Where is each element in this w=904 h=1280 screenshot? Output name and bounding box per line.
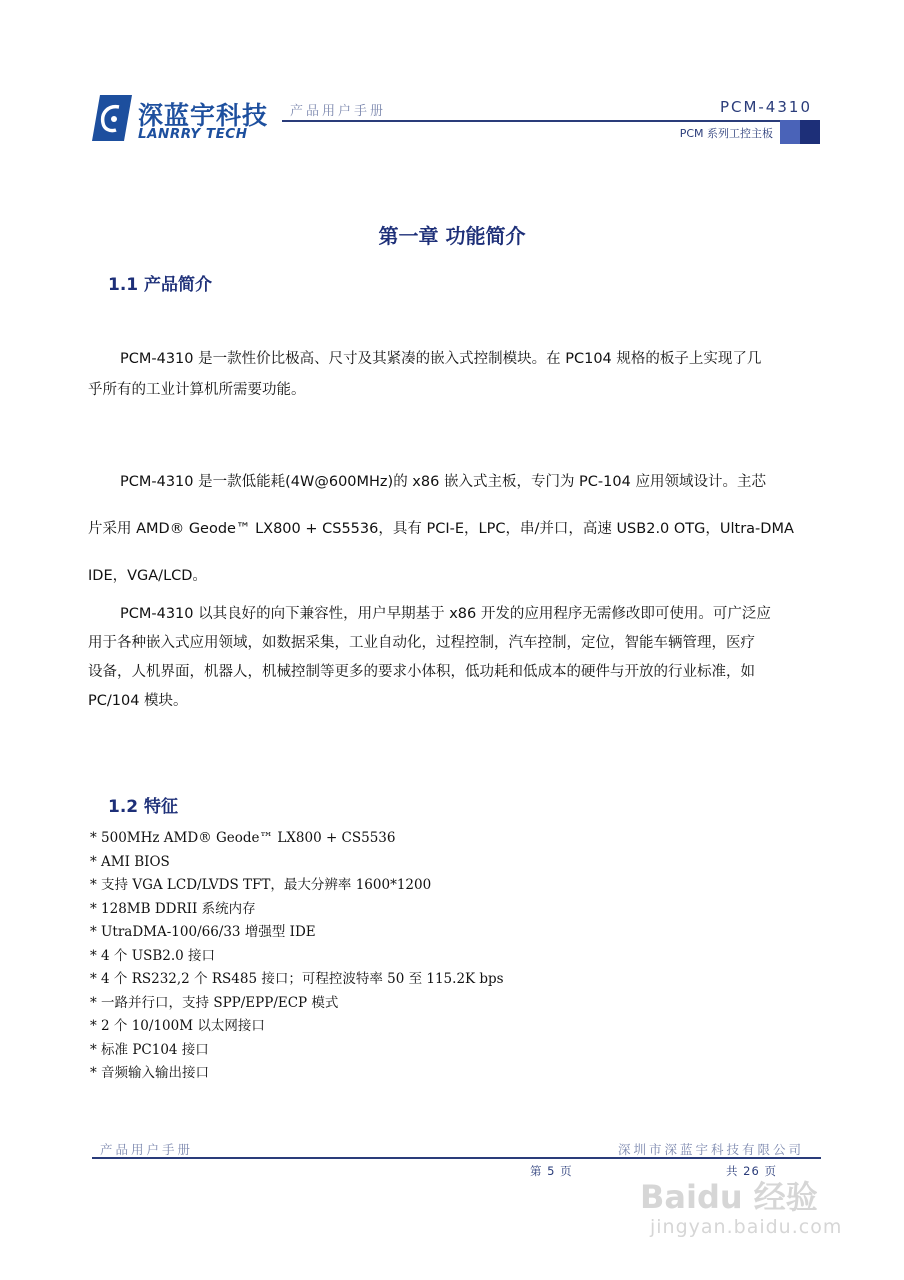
feature-item: * 一路并行口，支持 SPP/EPP/ECP 模式 — [90, 994, 339, 1011]
footer-page-number: 第 5 页 — [530, 1164, 573, 1178]
feature-item: * AMI BIOS — [90, 853, 170, 870]
lanrry-logo-icon — [92, 95, 132, 141]
feature-item: * 标准 PC104 接口 — [90, 1041, 209, 1058]
paragraph-line: 设备，人机界面，机器人，机械控制等更多的要求小体积，低功耗和低成本的硬件与开放的行业标准，如 — [88, 664, 755, 680]
feature-item: * 2 个 10/100M 以太网接口 — [90, 1018, 265, 1034]
logo-company-name: 深蓝宇科技 — [138, 101, 269, 130]
paragraph-intro-2 — [88, 459, 828, 600]
paragraph-line: 片采用 AMD® Geode™ LX800 + CS5536，具有 PCI-E，LPC，串/并口，高速 USB2.0 OTG，Ultra-DMA — [88, 521, 794, 537]
header-model-number: PCM-4310 — [719, 98, 812, 116]
header-accent-block-light — [780, 120, 800, 144]
feature-item: * 4 个 RS232,2 个 RS485 接口；可程控波特率 50 至 115.2K bps — [90, 971, 504, 987]
footer-total-pages: 共 26 页 — [726, 1164, 777, 1178]
feature-item: * 128MB DDRII 系统内存 — [90, 900, 256, 917]
paragraph-line: 乎所有的工业计算机所需要功能。 — [88, 382, 306, 398]
header-divider — [282, 120, 780, 122]
paragraph-intro-1 — [88, 344, 828, 406]
feature-item: * 音频输入输出接口 — [90, 1065, 210, 1081]
footer-divider — [92, 1157, 821, 1159]
section-heading-product-intro: 1.1 产品简介 — [108, 275, 213, 295]
chapter-title: 第一章 功能简介 — [378, 224, 526, 248]
paragraph-line: PCM-4310 是一款低能耗(4W@600MHz)的 x86 嵌入式主板，专门为 PC-104 应用领域设计。主芯 — [120, 474, 766, 490]
footer-manual-label: 产品用户手册 — [100, 1142, 194, 1157]
feature-item: * 500MHz AMD® Geode™ LX800 + CS5536 — [90, 830, 396, 846]
footer-company-name: 深圳市深蓝宇科技有限公司 — [617, 1142, 804, 1157]
paragraph-line: PCM-4310 以其良好的向下兼容性，用户早期基于 x86 开发的应用程序无需修改即可使用。可广泛应 — [120, 606, 771, 622]
paragraph-line: PC/104 模块。 — [88, 693, 188, 709]
logo-english-name: LANRRY TECH — [138, 126, 248, 142]
feature-item: * 支持 VGA LCD/LVDS TFT，最大分辨率 1600*1200 — [90, 877, 432, 893]
header-accent-block-dark — [800, 120, 820, 144]
feature-item: * UtraDMA-100/66/33 增强型 IDE — [90, 924, 316, 940]
baidu-watermark-logo: Baidu 经验 — [640, 1178, 818, 1216]
header-manual-label: 产品用户手册 — [290, 104, 387, 119]
baidu-watermark-url: jingyan.baidu.com — [650, 1216, 843, 1238]
paragraph-line: IDE，VGA/LCD。 — [88, 568, 207, 584]
feature-list — [90, 827, 504, 1086]
header-series-subtitle: PCM 系列工控主板 — [679, 127, 773, 140]
paragraph-intro-3 — [88, 600, 828, 716]
paragraph-line: 用于各种嵌入式应用领域，如数据采集，工业自动化，过程控制，汽车控制，定位，智能车辆管理，医疗 — [88, 635, 755, 651]
paragraph-line: PCM-4310 是一款性价比极高、尺寸及其紧凑的嵌入式控制模块。在 PC104 规格的板子上实现了几 — [120, 351, 762, 367]
feature-item: * 4 个 USB2.0 接口 — [90, 947, 216, 964]
section-heading-features: 1.2 特征 — [108, 797, 179, 817]
